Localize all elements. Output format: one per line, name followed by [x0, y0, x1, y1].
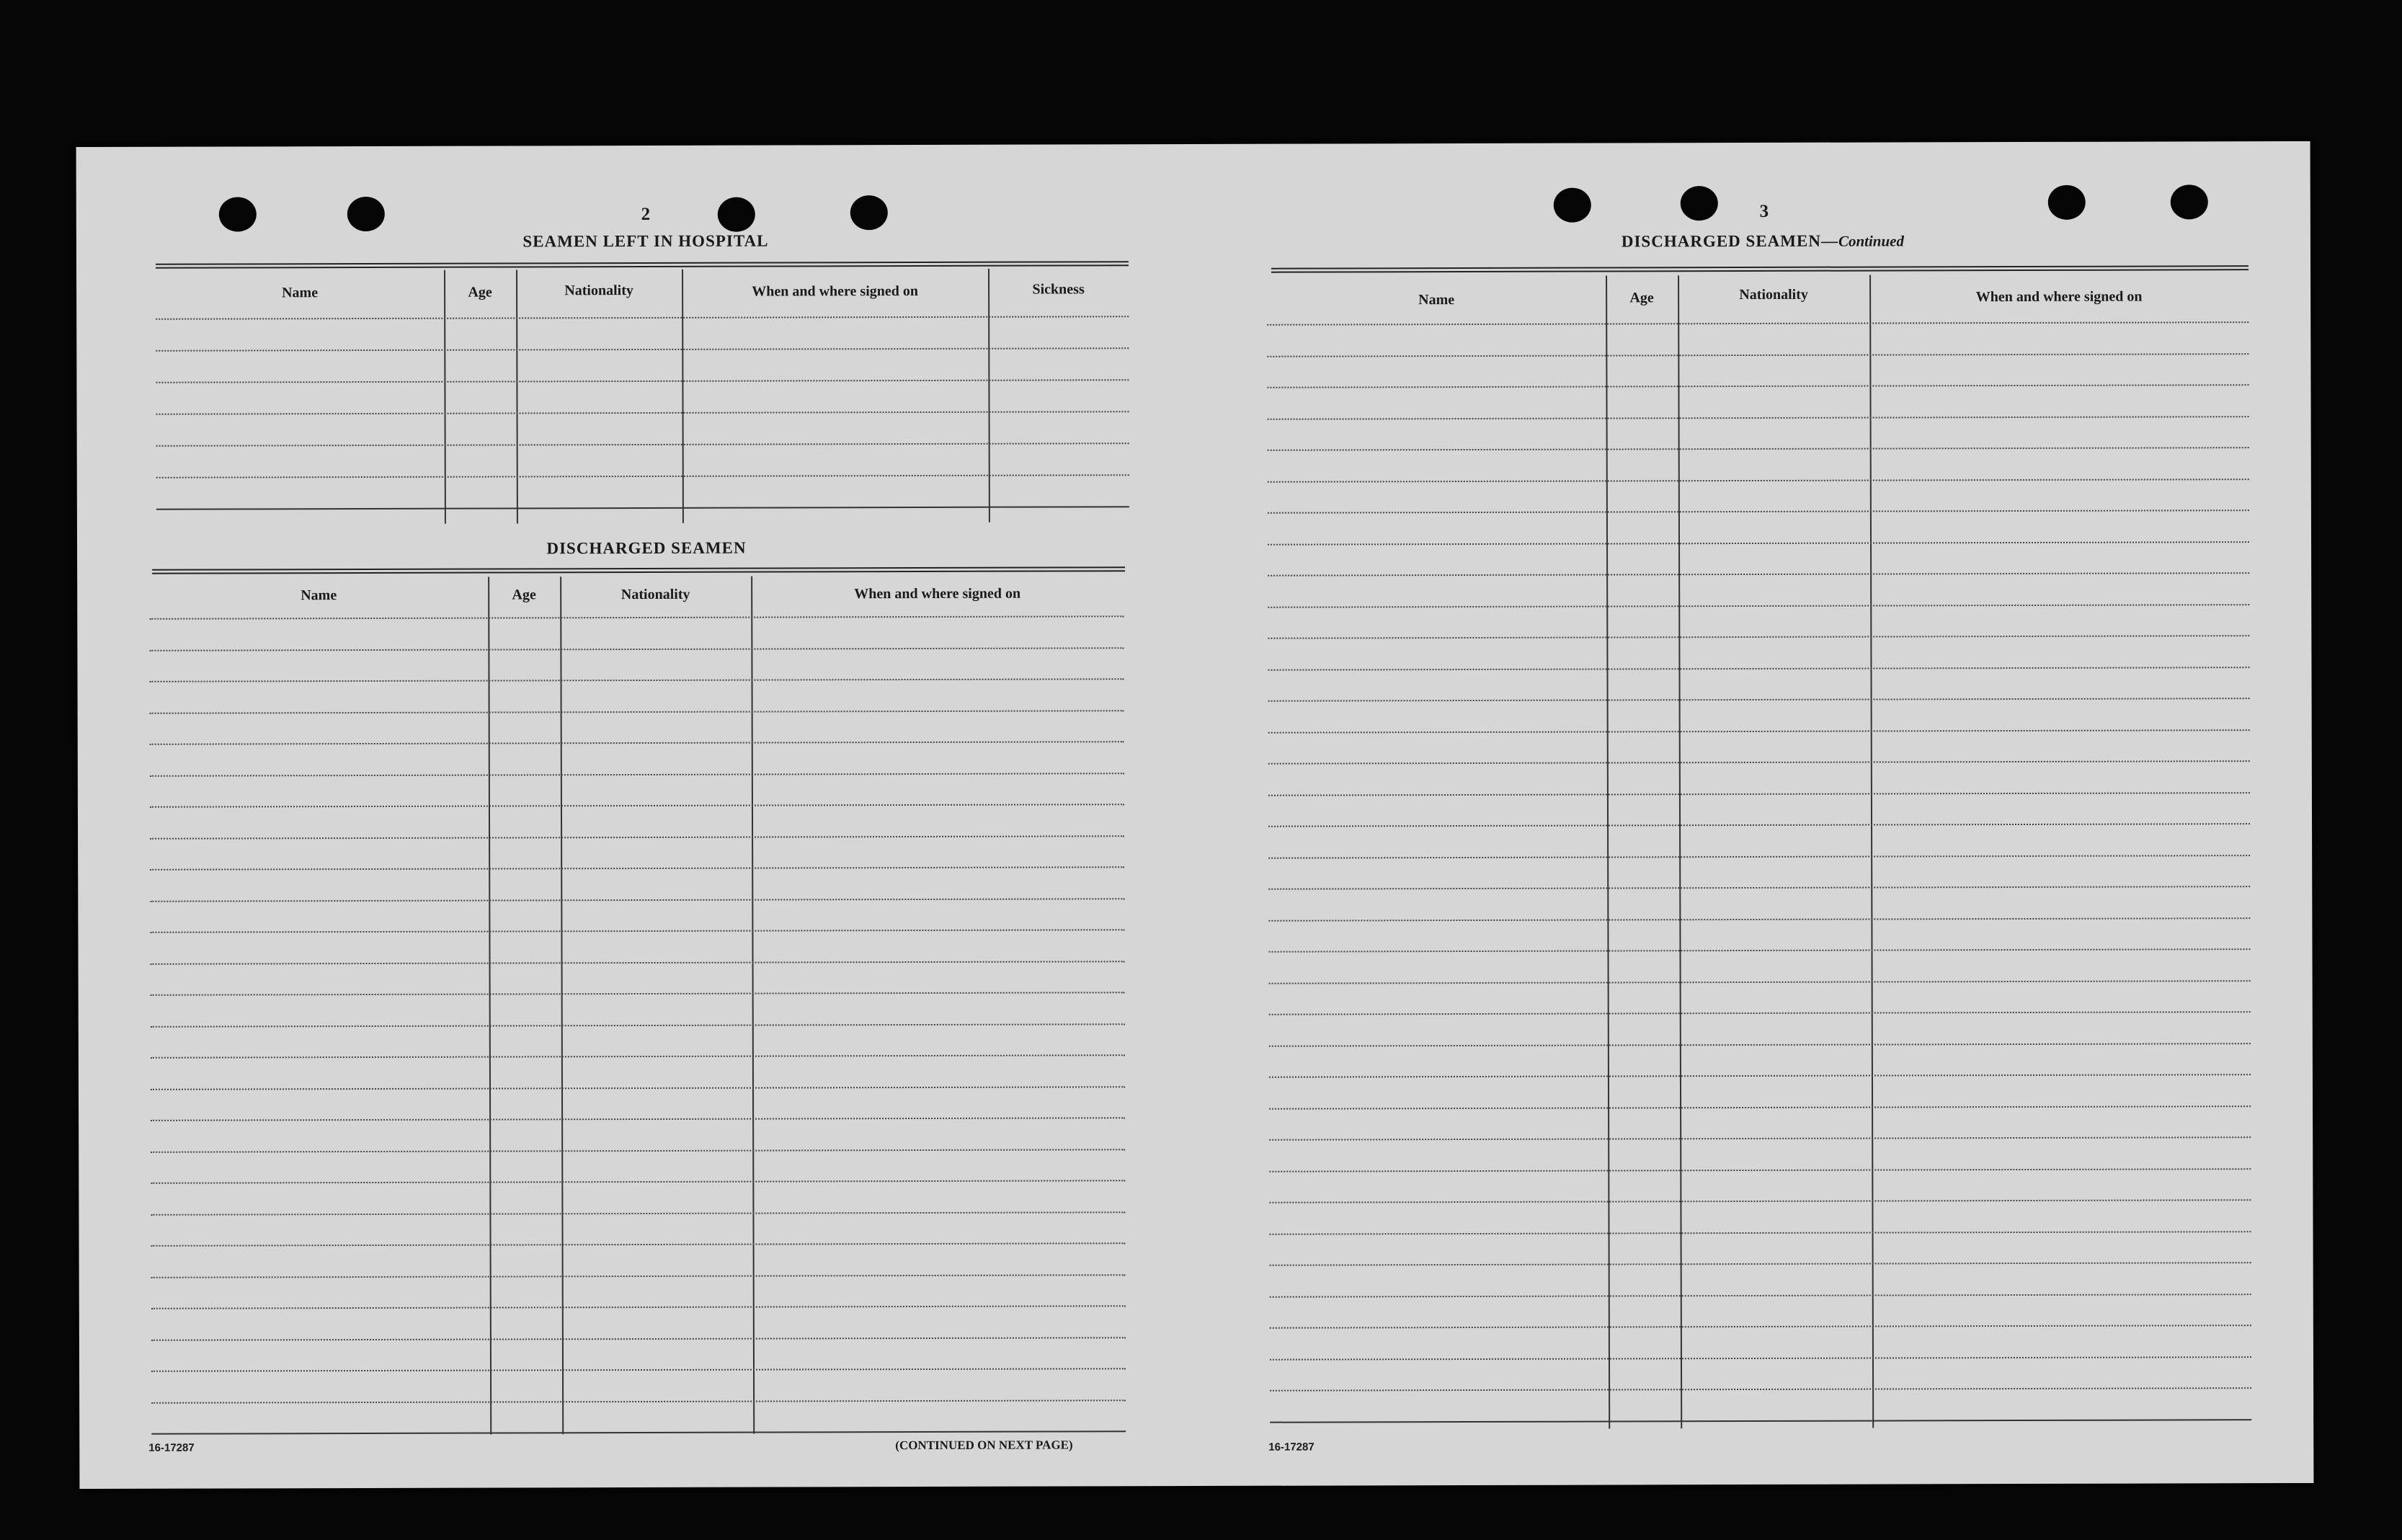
continued-note: (CONTINUED ON NEXT PAGE) [895, 1438, 1073, 1453]
hospital-table [156, 268, 1129, 530]
table-row-rule [1268, 948, 2250, 953]
table-row-rule [1270, 1356, 2251, 1361]
table-row-rule [151, 992, 1125, 996]
table-row-rule [150, 929, 1124, 933]
table-row-rule [150, 741, 1124, 745]
col-header-name: Name [282, 285, 319, 301]
discharged-continued-table [1267, 274, 2251, 1430]
table-row-rule [1270, 1325, 2251, 1329]
table-row-rule [1267, 384, 2248, 388]
table-row-rule [1269, 1074, 2251, 1078]
table-row-rule [1269, 1011, 2251, 1015]
col-header-signed-on: When and where signed on [752, 283, 919, 300]
table-row-rule [156, 379, 1129, 383]
table-row-rule [151, 1086, 1125, 1090]
table-row-rule [1269, 1168, 2251, 1172]
table-row-rule [150, 678, 1124, 682]
header-rule [156, 316, 1129, 320]
table-row-rule [1268, 823, 2250, 827]
table-row-rule [156, 474, 1129, 479]
discharged-table [149, 575, 1126, 1436]
table-row-rule [150, 773, 1124, 777]
table-row-rule [1268, 541, 2249, 546]
table-row-rule [1267, 353, 2248, 357]
punch-hole [850, 195, 888, 230]
table-row-rule [150, 866, 1124, 871]
title-text: DISCHARGED SEAMEN— [1621, 231, 1838, 251]
table-row-rule [150, 804, 1124, 808]
punch-hole [2171, 184, 2208, 219]
table-row-rule [1268, 729, 2250, 734]
table-row-rule [150, 710, 1124, 714]
col-header-nationality: Nationality [1739, 286, 1808, 303]
col-header-name: Name [1418, 292, 1455, 308]
header-rule [149, 615, 1124, 620]
column-divider [444, 270, 446, 524]
section-rule [156, 261, 1129, 269]
punch-hole [1554, 188, 1591, 223]
table-row-rule [1268, 667, 2249, 671]
column-divider [488, 577, 491, 1435]
table-row-rule [1269, 1136, 2251, 1141]
table-row-rule [1270, 1387, 2251, 1392]
column-divider [560, 577, 564, 1434]
table-row-rule [151, 1023, 1125, 1028]
table-row-rule [1268, 886, 2250, 890]
table-row-rule [151, 1368, 1126, 1372]
form-sheet [76, 141, 2314, 1489]
table-row-rule [1268, 416, 2249, 420]
table-row-rule [150, 898, 1124, 902]
column-divider [682, 270, 684, 523]
table-row-rule [156, 411, 1129, 415]
col-header-age: Age [1629, 290, 1654, 306]
column-divider [988, 269, 990, 522]
col-header-age: Age [512, 587, 536, 603]
table-row-rule [151, 961, 1125, 965]
title-continued-suffix: Continued [1838, 232, 1905, 250]
table-row-rule [151, 1274, 1126, 1278]
section-rule [1271, 265, 2248, 273]
table-row-rule [1268, 792, 2250, 796]
table-row-rule [151, 1430, 1126, 1435]
table-row-rule [1270, 1294, 2251, 1298]
table-row-rule [1268, 572, 2249, 577]
table-row-rule [151, 1054, 1125, 1059]
page-number-right: 3 [1759, 201, 1769, 221]
table-row-rule [1268, 917, 2250, 922]
table-row-rule [151, 1242, 1126, 1247]
punch-hole [347, 197, 385, 231]
punch-hole [718, 197, 755, 232]
col-header-signed-on: When and where signed on [854, 585, 1021, 602]
table-row-rule [1269, 1105, 2251, 1110]
col-header-nationality: Nationality [620, 586, 690, 603]
table-row-rule [1268, 479, 2249, 483]
table-row-rule [150, 835, 1124, 840]
table-row-rule [151, 1399, 1126, 1404]
col-header-nationality: Nationality [564, 282, 633, 299]
discharged-section-title: DISCHARGED SEAMEN [546, 538, 747, 558]
table-row-rule [1268, 509, 2249, 514]
table-row-rule [1269, 1043, 2251, 1047]
table-row-rule [1270, 1419, 2251, 1423]
header-rule [1267, 321, 2248, 326]
table-row-rule [156, 506, 1129, 510]
punch-hole [2048, 185, 2086, 220]
table-row-rule [151, 1305, 1126, 1309]
table-row-rule [1269, 980, 2251, 984]
column-divider [516, 270, 518, 523]
hospital-section-title: SEAMEN LEFT IN HOSPITAL [522, 231, 769, 251]
table-row-rule [1268, 447, 2249, 451]
table-row-rule [1268, 760, 2250, 765]
punch-hole [1681, 186, 1718, 221]
table-row-rule [151, 1117, 1125, 1121]
table-row-rule [149, 647, 1124, 651]
page-number-left: 2 [641, 204, 651, 225]
table-row-rule [1268, 604, 2249, 608]
table-row-rule [151, 1180, 1125, 1184]
table-row-rule [156, 347, 1129, 352]
form-number-left: 16-17287 [148, 1441, 195, 1454]
form-number-right: 16-17287 [1268, 1441, 1315, 1454]
table-row-rule [1270, 1231, 2251, 1235]
col-header-name: Name [301, 587, 337, 604]
table-row-rule [1268, 698, 2250, 702]
table-row-rule [151, 1337, 1126, 1341]
column-divider [751, 577, 755, 1434]
table-row-rule [1269, 1199, 2251, 1203]
col-header-age: Age [468, 284, 492, 301]
punch-hole [219, 197, 257, 231]
table-row-rule [1268, 635, 2249, 639]
table-row-rule [156, 442, 1129, 447]
table-row-rule [151, 1211, 1125, 1216]
discharged-continued-title [1496, 231, 2029, 252]
table-row-rule [151, 1149, 1125, 1153]
col-header-sickness: Sickness [1032, 281, 1085, 298]
section-rule [152, 566, 1125, 574]
table-row-rule [1270, 1262, 2251, 1266]
table-row-rule [1268, 855, 2250, 859]
col-header-signed-on: When and where signed on [1975, 288, 2143, 306]
